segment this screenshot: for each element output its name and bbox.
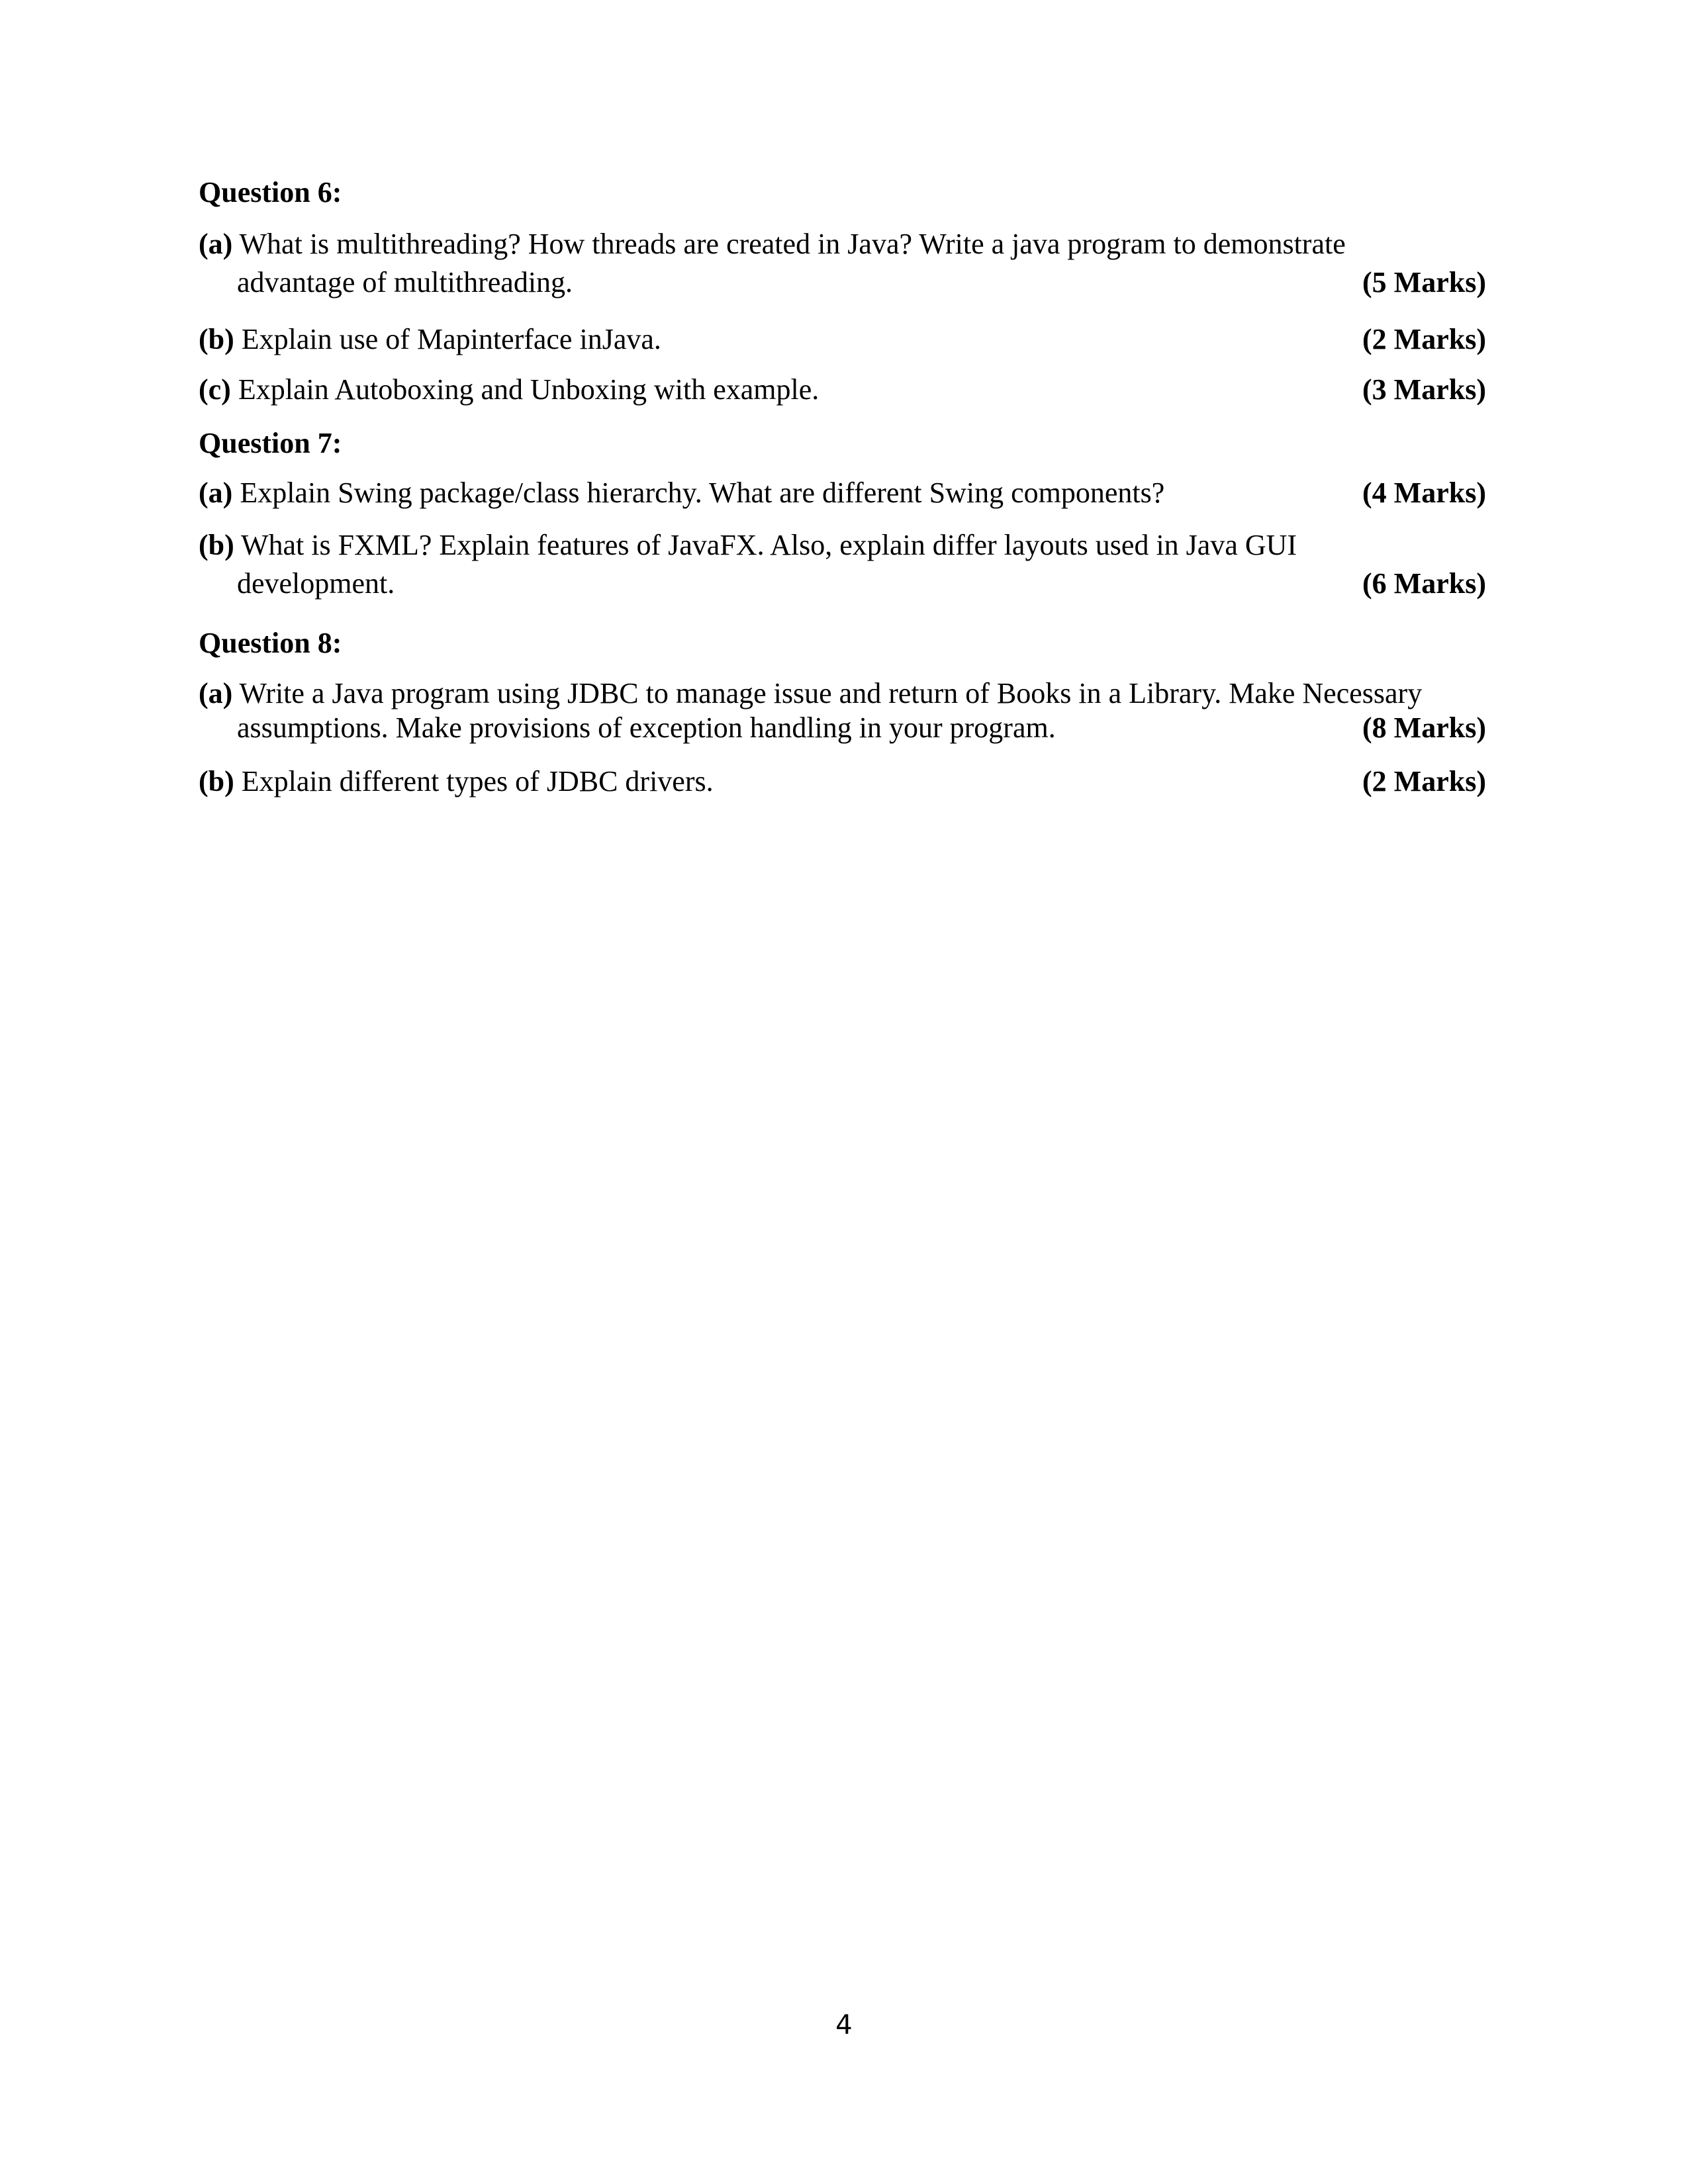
page-number: 4	[835, 2010, 853, 2040]
question-7-part-a-line-1	[199, 474, 1486, 512]
question-8-part-b	[199, 762, 1486, 801]
marks-label: (6 Marks)	[1362, 567, 1486, 600]
question-8-part-a	[199, 674, 1486, 745]
part-letter: (a)	[199, 228, 233, 260]
question-6-part-c	[199, 371, 1486, 409]
part-text: What is multithreading? How threads are created in Java? Write a java program to demonstrate	[239, 228, 1346, 260]
question-6-part-a	[199, 225, 1486, 302]
question-7-part-b-line-2	[199, 565, 1486, 603]
part-text: What is FXML? Explain features of JavaFX. Also, explain differ layouts used in Java GUI	[241, 529, 1297, 561]
part-text: Explain Swing package/class hierarchy. What are different Swing components?	[240, 477, 1165, 509]
question-6-part-a-line-2	[199, 263, 1486, 302]
marks-label: (5 Marks)	[1362, 266, 1486, 298]
part-text: Explain use of Mapinterface inJava.	[241, 323, 661, 355]
part-text: development.	[237, 567, 395, 600]
question-6-part-a-line-1	[199, 225, 1486, 263]
marks-label: (2 Marks)	[1362, 765, 1486, 797]
marks-label: (2 Marks)	[1362, 323, 1486, 355]
part-text: assumptions. Make provisions of exception handling in your program.	[237, 711, 1056, 744]
question-6-part-b-line-1	[199, 320, 1486, 359]
part-letter: (b)	[199, 765, 234, 797]
question-7-part-b-line-1	[199, 526, 1486, 565]
part-letter: (a)	[199, 677, 233, 709]
question-6-part-b	[199, 320, 1486, 359]
exam-page	[199, 0, 1486, 2184]
question-6-title: Question 6:	[199, 176, 342, 208]
part-text: Explain Autoboxing and Unboxing with example.	[238, 373, 820, 406]
question-7-part-b	[199, 526, 1486, 603]
marks-label: (8 Marks)	[1362, 711, 1486, 744]
part-letter: (a)	[199, 477, 233, 509]
question-8-part-b-line-1	[199, 762, 1486, 801]
question-8-part-a-line-1	[199, 674, 1486, 713]
part-letter: (b)	[199, 529, 234, 561]
question-8-part-a-line-2	[199, 709, 1486, 745]
question-7-part-a	[199, 474, 1486, 512]
question-6-part-c-line-1	[199, 371, 1486, 409]
part-text: Write a Java program using JDBC to manage issue and return of Books in a Library. Make Necessary	[239, 677, 1423, 709]
part-text: advantage of multithreading.	[237, 266, 573, 298]
marks-label: (4 Marks)	[1362, 477, 1486, 509]
question-8-title: Question 8:	[199, 627, 342, 659]
part-letter: (c)	[199, 373, 231, 406]
question-7-title: Question 7:	[199, 427, 342, 459]
marks-label: (3 Marks)	[1362, 373, 1486, 406]
part-text: Explain different types of JDBC drivers.	[241, 765, 714, 797]
part-letter: (b)	[199, 323, 234, 355]
